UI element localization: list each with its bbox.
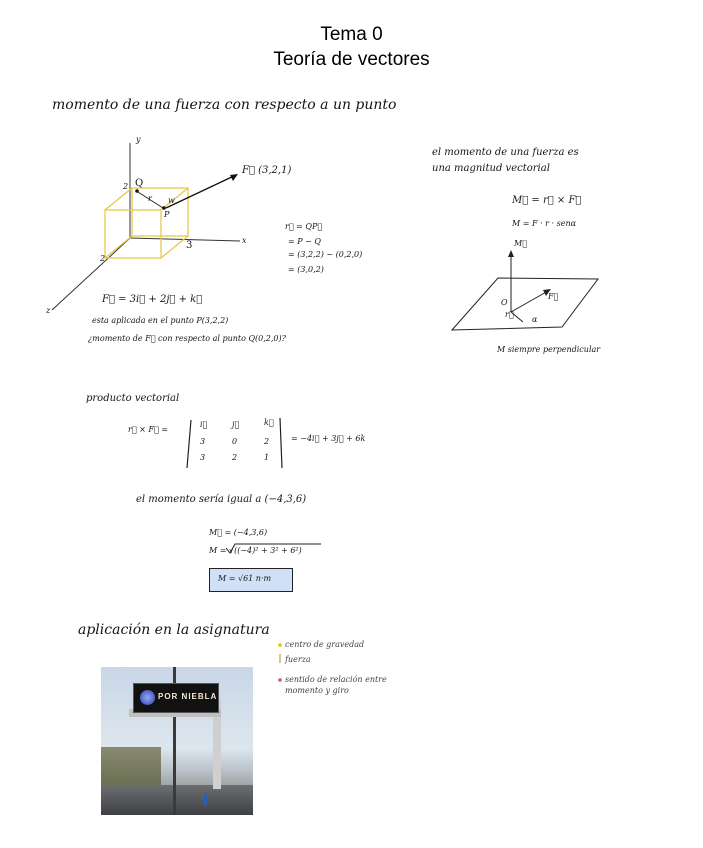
cube-height-label: 2: [123, 182, 129, 191]
final-answer-text: M = √61 n·m: [218, 574, 272, 583]
moment-arrowhead: [508, 250, 514, 257]
moment-magnitude-formula: M = √((−4)² + 3² + 6²): [209, 546, 302, 555]
cross-product-result: = −4i⃗ + 3j⃗ + 6k: [291, 434, 366, 443]
matrix-right-bar: [280, 418, 282, 468]
cross-product-lhs: r⃗ × F⃗ =: [128, 425, 169, 434]
calc-line-1: r⃗ = QP⃗: [285, 222, 323, 231]
moment-result-text: el momento sería igual a (−4,3,6): [136, 494, 307, 505]
matrix-cell: i⃗: [200, 420, 208, 429]
moment-question: ¿momento de F⃗ con respecto al punto Q(0,2,0)?: [88, 334, 286, 343]
legend-centro-text: centro de gravedad: [285, 640, 365, 649]
road-sign-photo: [101, 667, 253, 815]
matrix-left-bar: [187, 420, 191, 468]
point-p-label: P: [164, 210, 170, 219]
matrix-cell: 3: [200, 437, 206, 446]
section-heading-aplicacion: aplicación en la asignatura: [78, 622, 270, 638]
plane-f-label: F⃗: [548, 292, 559, 301]
cube-outline: [105, 188, 188, 258]
section-heading-momento: momento de una fuerza con respecto a un punto: [52, 97, 397, 113]
calc-line-2: = P − Q: [288, 237, 321, 246]
matrix-cell: j⃗: [232, 420, 240, 429]
legend-sentido-text: sentido de relación entre momento y giro: [285, 675, 387, 695]
axis-y-label: y: [136, 135, 141, 144]
right-text-line1: el momento de una fuerza es: [432, 147, 579, 158]
force-vector-label: F⃗ (3,2,1): [242, 165, 292, 176]
matrix-cell: 2: [232, 453, 238, 462]
point-q-label: Q: [135, 178, 144, 189]
matrix-cell: 2: [264, 437, 270, 446]
matrix-cell: 1: [264, 453, 270, 462]
force-equation: F⃗ = 3i⃗ + 2j⃗ + k⃗: [102, 294, 203, 305]
legend-fuerza-text: fuerza: [285, 655, 311, 664]
plane-m-label: M⃗: [514, 239, 527, 248]
magnitude-formula: M = F · r · senα: [512, 219, 577, 228]
legend-dot-centro: [278, 643, 282, 647]
sign-text: POR NIEBLA: [158, 692, 218, 701]
force-vector-line: [166, 175, 236, 208]
matrix-cell: 0: [232, 437, 238, 446]
plane-r-label: r⃗: [505, 310, 514, 319]
legend-dot-sentido: [278, 678, 282, 682]
axis-z-label: z: [46, 306, 51, 315]
cube-z-label: 2: [100, 254, 106, 263]
axis-x-label: x: [242, 236, 247, 245]
plane-alpha-label: α: [532, 315, 538, 324]
applied-point-text: esta aplicada en el punto P(3,2,2): [92, 316, 229, 325]
perpendicular-caption: M siempre perpendicular: [497, 345, 601, 354]
r-vector-label: r: [148, 194, 152, 203]
calc-line-4: = (3,0,2): [288, 265, 324, 274]
plane-o-label: O: [501, 298, 508, 307]
matrix-cell: k⃗: [264, 418, 274, 427]
document-title-line1: Tema 0: [320, 24, 383, 45]
plane-force-line: [511, 291, 548, 312]
point-q-dot: [135, 189, 139, 193]
final-answer-box: [209, 568, 293, 592]
w-label: w: [168, 196, 175, 205]
section-heading-producto: producto vectorial: [86, 393, 180, 404]
right-text-line2: una magnitud vectorial: [432, 163, 550, 174]
document-title-line2: Teoría de vectores: [273, 49, 430, 70]
matrix-cell: 3: [200, 453, 206, 462]
moment-vector-value: M⃗ = (−4,3,6): [209, 528, 268, 537]
cross-product-formula: M⃗ = r⃗ × F⃗: [512, 195, 582, 206]
cube-x-label: 3: [186, 240, 193, 251]
calc-line-3: = (3,2,2) − (0,2,0): [288, 250, 363, 259]
